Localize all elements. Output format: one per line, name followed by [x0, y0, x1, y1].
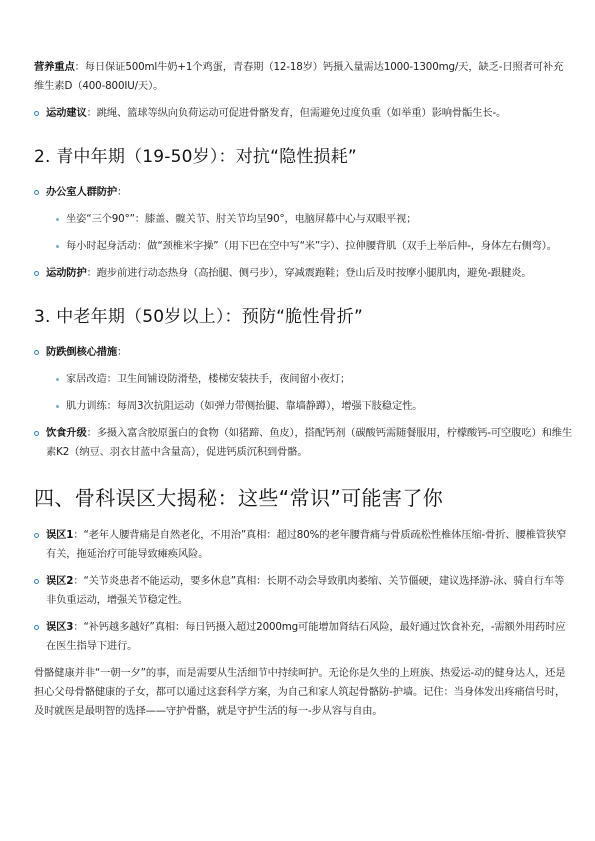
sport-protection-text: ：跑步前进行动态热身（高抬腿、侧弓步），穿减震跑鞋；登山后及时按摩小腿肌肉，避免-跟腱炎。 — [86, 267, 532, 279]
fall-prevention-label: 防跌倒核心措施 — [46, 346, 118, 358]
fall-sub-item: 肌力训练：每周3次抗阻运动（如弹力带侧抬腿、靠墙静蹲），增强下肢稳定性。 — [34, 397, 573, 416]
fall-sub-item: 家居改造：卫生间铺设防滑垫，楼梯安装扶手，夜间留小夜灯； — [34, 370, 573, 389]
section-3-heading: 3. 中老年期（50岁以上）：预防“脆性骨折” — [34, 307, 363, 327]
sport-tip-text: ：跳绳、篮球等纵向负荷运动可促进骨骼发育，但需避免过度负重（如举重）影响骨骺生长-。 — [86, 107, 507, 119]
sport-protection-label: 运动防护 — [46, 267, 87, 279]
office-protection-item — [34, 183, 573, 202]
myth-item — [34, 572, 573, 610]
nutrition-label: 营养重点 — [34, 61, 75, 73]
office-sub-item: 坐姿“三个90°”：膝盖、髋关节、肘关节均呈90°，电脑屏幕中心与双眼平视； — [34, 210, 573, 229]
diet-upgrade-item — [34, 424, 573, 462]
myth-text: ：“关节炎患者不能运动，要多休息”真相：长期不动会导致肌肉萎缩、关节僵硬，建议选择游-泳、骑自行车等非负重运动，增强关节稳定性。 — [46, 575, 565, 606]
nutrition-paragraph — [34, 58, 573, 96]
myth-text: ：“补钙越多越好”真相：每日钙摄入超过2000mg可能增加肾结石风险，最好通过饮食补充，-需额外用药时应在医生指导下进行。 — [46, 621, 566, 652]
section-4-heading: 四、骨科误区大揭秘：这些“常识”可能害了你 — [34, 486, 444, 510]
diet-upgrade-text: ：多摄入富含胶原蛋白的食物（如猪蹄、鱼皮），搭配钙剂（碳酸钙需随餐服用，柠檬酸钙-可空腹吃）和维生素K2（纳豆、羽衣甘蓝中含量高），促进钙质沉积到骨骼。 — [46, 427, 573, 458]
office-sub-item: 每小时起身活动：做“颈椎米字操”（用下巴在空中写“米”字）、拉伸腰背肌（双手上举后伸-，身体左右侧弯）。 — [34, 237, 573, 256]
sport-tip-label: 运动建议 — [46, 107, 87, 119]
section-2-heading: 2. 青中年期（19-50岁）：对抗“隐性损耗” — [34, 147, 357, 167]
myth-label: 误区1 — [46, 529, 74, 541]
office-protection-label: 办公室人群防护 — [46, 186, 118, 198]
myth-label: 误区2 — [46, 575, 74, 587]
nutrition-text: ：每日保证500ml牛奶+1个鸡蛋，青春期（12-18岁）钙摄入量需达1000-1300mg/天，缺乏-日照者可补充维生素D（400-800IU/天）。 — [34, 61, 564, 92]
office-protection-colon: ： — [117, 186, 128, 198]
myth-item — [34, 618, 573, 656]
fall-prevention-colon: ： — [117, 346, 128, 358]
sport-tip-item — [34, 104, 573, 123]
diet-upgrade-label: 饮食升级 — [46, 427, 87, 439]
myth-text: ：“老年人腰背痛是自然老化，不用治”真相：超过80%的老年腰背痛与骨质疏松性椎体压缩-骨折、腰椎管狭窄有关，拖延治疗可能导致瘫痪风险。 — [46, 529, 567, 560]
myth-label: 误区3 — [46, 621, 74, 633]
fall-prevention-item — [34, 343, 573, 362]
sport-protection-item — [34, 264, 573, 283]
closing-paragraph: 骨骼健康并非“一朝一夕”的事，而是需要从生活细节中持续呵护。无论你是久坐的上班族、热爱运-动的健身达人，还是担心父母骨骼健康的子女，都可以通过这套科学方案，为自己和家人筑起骨骼防-护墙。记住：当身体发出疼痛信号时，及时就医是最明智的选择——守护骨骼，就是守护生活的每一-步从容与自由。 — [34, 667, 566, 717]
myth-item — [34, 526, 573, 564]
